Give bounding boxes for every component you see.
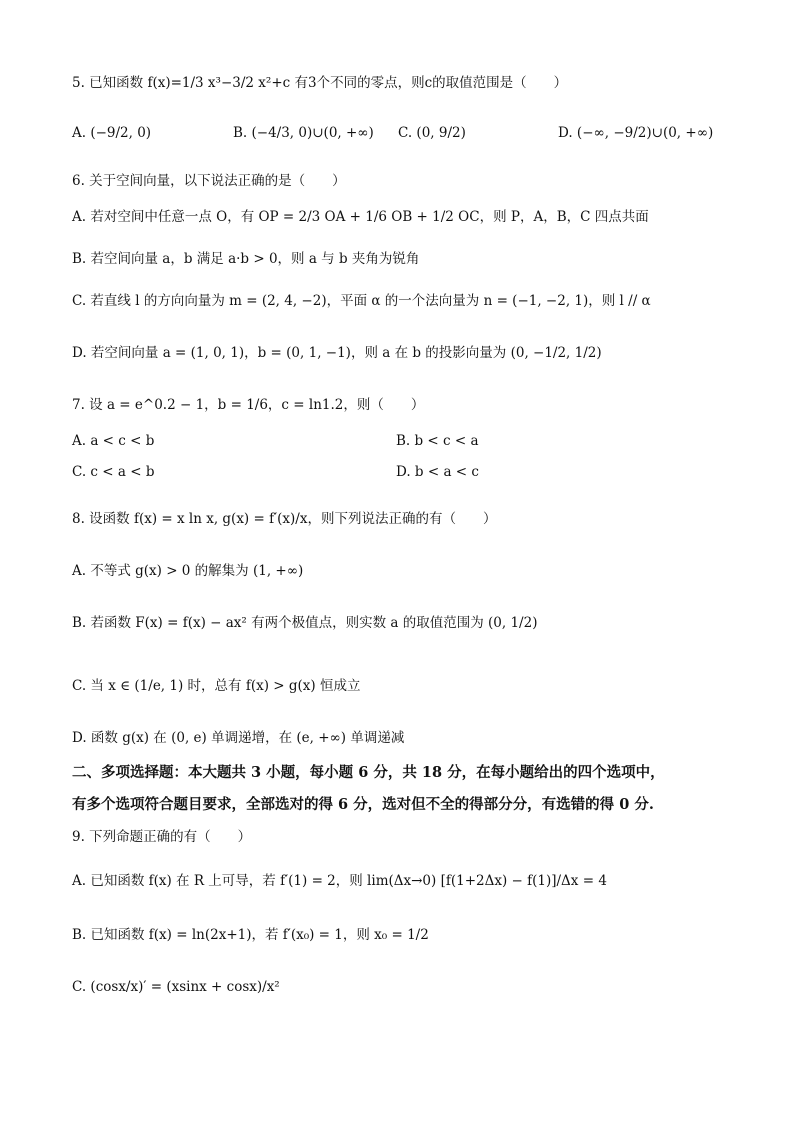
q6-option-a: A. 若对空间中任意一点 O，有 OP = 2/3 OA + 1/6 OB + 1/2 OC，则 P，A，B，C 四点共面	[72, 209, 649, 225]
q6-option-c: C. 若直线 l 的方向向量为 m = (2, 4, −2)，平面 α 的一个法向量为 n = (−1, −2, 1)，则 l // α	[72, 293, 651, 309]
q8-option-a: A. 不等式 g(x) > 0 的解集为 (1, +∞)	[72, 563, 304, 579]
q7-option-a: A. a < c < b	[72, 433, 155, 449]
q6-option-d: D. 若空间向量 a = (1, 0, 1)，b = (0, 1, −1)，则 a 在 b 的投影向量为 (0, −1/2, 1/2)	[72, 345, 602, 361]
q9-option-c: C. (cosx/x)′ = (xsinx + cosx)/x²	[72, 979, 280, 995]
q5-stem: 5. 已知函数 f(x)=1/3 x³−3/2 x²+c 有3个不同的零点，则c的取值范围是（ ）	[72, 75, 568, 91]
q9-stem: 9. 下列命题正确的有（ ）	[72, 829, 252, 845]
q5-option-d: D. (−∞, −9/2)∪(0, +∞)	[558, 125, 714, 141]
q8-option-d: D. 函数 g(x) 在 (0, e) 单调递增，在 (e, +∞) 单调递减	[72, 730, 405, 746]
q6-stem: 6. 关于空间向量，以下说法正确的是（ ）	[72, 173, 346, 189]
q5-option-a: A. (−9/2, 0)	[72, 125, 152, 141]
q9-option-a: A. 已知函数 f(x) 在 R 上可导，若 f′(1) = 2，则 lim(Δx→0) [f(1+2Δx) − f(1)]/Δx = 4	[72, 873, 607, 889]
q5-option-c: C. (0, 9/2)	[398, 125, 466, 141]
q8-option-b: B. 若函数 F(x) = f(x) − ax² 有两个极值点，则实数 a 的取值范围为 (0, 1/2)	[72, 615, 538, 631]
q7-option-b: B. b < c < a	[396, 433, 479, 449]
q6-option-b: B. 若空间向量 a，b 满足 a·b > 0，则 a 与 b 夹角为锐角	[72, 251, 420, 267]
q8-option-c: C. 当 x ∈ (1/e, 1) 时，总有 f(x) > g(x) 恒成立	[72, 678, 361, 694]
q8-stem: 8. 设函数 f(x) = x ln x, g(x) = f′(x)/x，则下列说法正确的有（ ）	[72, 511, 497, 527]
section-2-heading-line2: 有多个选项符合题目要求，全部选对的得 6 分，选对但不全的得部分分，有选错的得 0 分.	[72, 796, 654, 813]
q7-stem: 7. 设 a = e^0.2 − 1，b = 1/6，c = ln1.2，则（ ）	[72, 397, 425, 413]
q5-option-b: B. (−4/3, 0)∪(0, +∞)	[233, 125, 374, 141]
section-2-heading-line1: 二、多项选择题：本大题共 3 小题，每小题 6 分，共 18 分，在每小题给出的四个选项中，	[72, 764, 665, 781]
q7-option-c: C. c < a < b	[72, 464, 155, 480]
q9-option-b: B. 已知函数 f(x) = ln(2x+1)，若 f′(x₀) = 1，则 x₀ = 1/2	[72, 927, 429, 943]
q7-option-d: D. b < a < c	[396, 464, 479, 480]
